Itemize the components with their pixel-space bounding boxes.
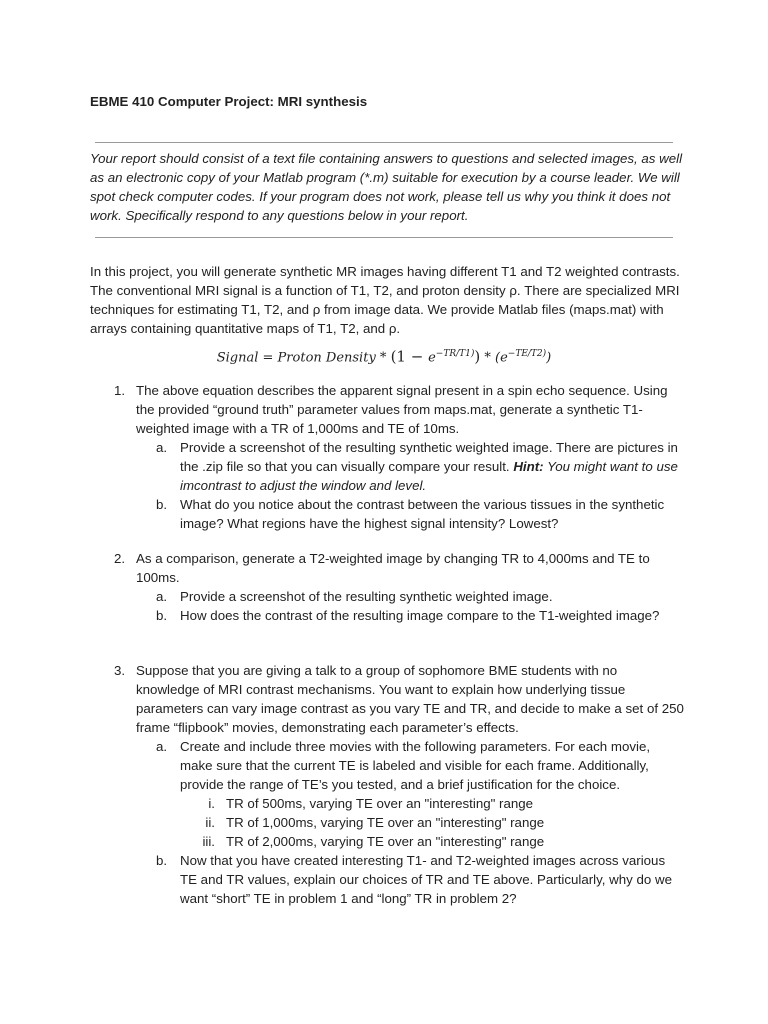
top-divider bbox=[95, 142, 673, 143]
equation-e1: e bbox=[428, 350, 436, 366]
roman-label: iii. bbox=[202, 834, 215, 849]
subquestion-label: b. bbox=[156, 608, 168, 623]
subquestion-a bbox=[156, 438, 684, 495]
document-title: EBME 410 Computer Project: MRI synthesis bbox=[90, 94, 368, 109]
equation-paren-close: ) bbox=[474, 347, 481, 366]
subquestion-a bbox=[156, 737, 684, 851]
equation-end: ) bbox=[546, 350, 552, 366]
question-3 bbox=[90, 661, 690, 908]
roman-label: i. bbox=[208, 796, 215, 811]
roman-label: ii. bbox=[205, 815, 215, 830]
report-instructions: Your report should consist of a text file containing answers to questions and selected images, as well as an electronic copy of your Matlab program (*.m) suitable for execution by a course leader. We will spot check computer codes. If your program does not work, please tell us why you think it does not work. Specifically respond to any questions below in your report. bbox=[90, 151, 683, 223]
hint-label: Hint: bbox=[513, 459, 544, 474]
subquestion-label: a. bbox=[156, 589, 168, 604]
subquestion-b bbox=[156, 851, 684, 908]
roman-text: TR of 1,000ms, varying TE over an "interesting" range bbox=[226, 815, 545, 830]
subquestion-b bbox=[156, 495, 684, 533]
subquestion-a bbox=[156, 587, 684, 606]
subquestion-label: a. bbox=[156, 739, 168, 754]
signal-equation bbox=[0, 345, 768, 367]
question-1 bbox=[90, 381, 690, 533]
bottom-divider bbox=[95, 237, 673, 238]
equation-exp1: −TR/T1) bbox=[435, 349, 475, 359]
question-number: 3. bbox=[114, 663, 126, 678]
equation-e2: e bbox=[500, 350, 508, 366]
roman-item-i bbox=[208, 794, 684, 813]
roman-item-ii bbox=[205, 813, 684, 832]
hint-text: You might want to use imcontrast to adjust the window and level. bbox=[180, 459, 678, 493]
question-2 bbox=[90, 549, 690, 625]
subquestion-text: Now that you have created interesting T1- and T2-weighted images across various TE and TR values, explain our choices of TR and TE above. Particularly, why do we want “short” TE in problem 1 and “long” TR in problem 2? bbox=[180, 853, 672, 906]
subquestion-label: b. bbox=[156, 497, 168, 512]
question-stem: The above equation describes the apparent signal present in a spin echo sequence. Using the provided “ground truth” parameter values from maps.mat, generate a synthetic T1-weighted image with a TR of 1,000ms and TE of 10ms. bbox=[136, 383, 668, 436]
roman-text: TR of 500ms, varying TE over an "interesting" range bbox=[226, 796, 534, 811]
equation-paren-open: ( bbox=[390, 347, 397, 366]
subquestion-b bbox=[156, 606, 684, 625]
equation-lhs: Signal = Proton Density * bbox=[216, 350, 391, 366]
equation-exp2: −TE/T2) bbox=[507, 349, 547, 359]
subquestion-text: How does the contrast of the resulting image compare to the T1-weighted image? bbox=[180, 608, 660, 623]
subquestion-text: Provide a screenshot of the resulting synthetic weighted image. There are pictures in the .zip file so that you can visually compare your result. bbox=[180, 440, 678, 474]
question-stem: Suppose that you are giving a talk to a group of sophomore BME students with no knowledge of MRI contrast mechanisms. You want to explain how underlying tissue parameters can vary image contrast as you vary TE and TR, and decide to make a set of 250 frame “flipbook” movies, demonstrating each parameter’s effects. bbox=[136, 663, 684, 735]
subquestion-text: Create and include three movies with the following parameters. For each movie, make sure that the current TE is labeled and visible for each frame. Additionally, provide the range of TE’s you tested, and a brief justification for the choice. bbox=[180, 739, 651, 792]
equation-one-minus: 1 − bbox=[396, 347, 429, 366]
question-number: 1. bbox=[114, 383, 126, 398]
question-stem: As a comparison, generate a T2-weighted image by changing TR to 4,000ms and TE to 100ms. bbox=[136, 551, 650, 585]
equation-mid: * ( bbox=[480, 350, 501, 366]
subquestion-label: b. bbox=[156, 853, 168, 868]
subquestion-text: What do you notice about the contrast between the various tissues in the synthetic image? What regions have the highest signal intensity? Lowest? bbox=[180, 497, 665, 531]
question-number: 2. bbox=[114, 551, 126, 566]
roman-text: TR of 2,000ms, varying TE over an "interesting" range bbox=[226, 834, 545, 849]
subquestion-label: a. bbox=[156, 440, 168, 455]
roman-item-iii bbox=[202, 832, 684, 851]
subquestion-text: Provide a screenshot of the resulting synthetic weighted image. bbox=[180, 589, 553, 604]
intro-paragraph: In this project, you will generate synthetic MR images having different T1 and T2 weighted contrasts. The conventional MRI signal is a function of T1, T2, and proton density ρ. There are specialized MRI techniques for estimating T1, T2, and ρ from image data. We provide Matlab files (maps.mat) with arrays containing quantitative maps of T1, T2, and ρ. bbox=[90, 264, 680, 336]
